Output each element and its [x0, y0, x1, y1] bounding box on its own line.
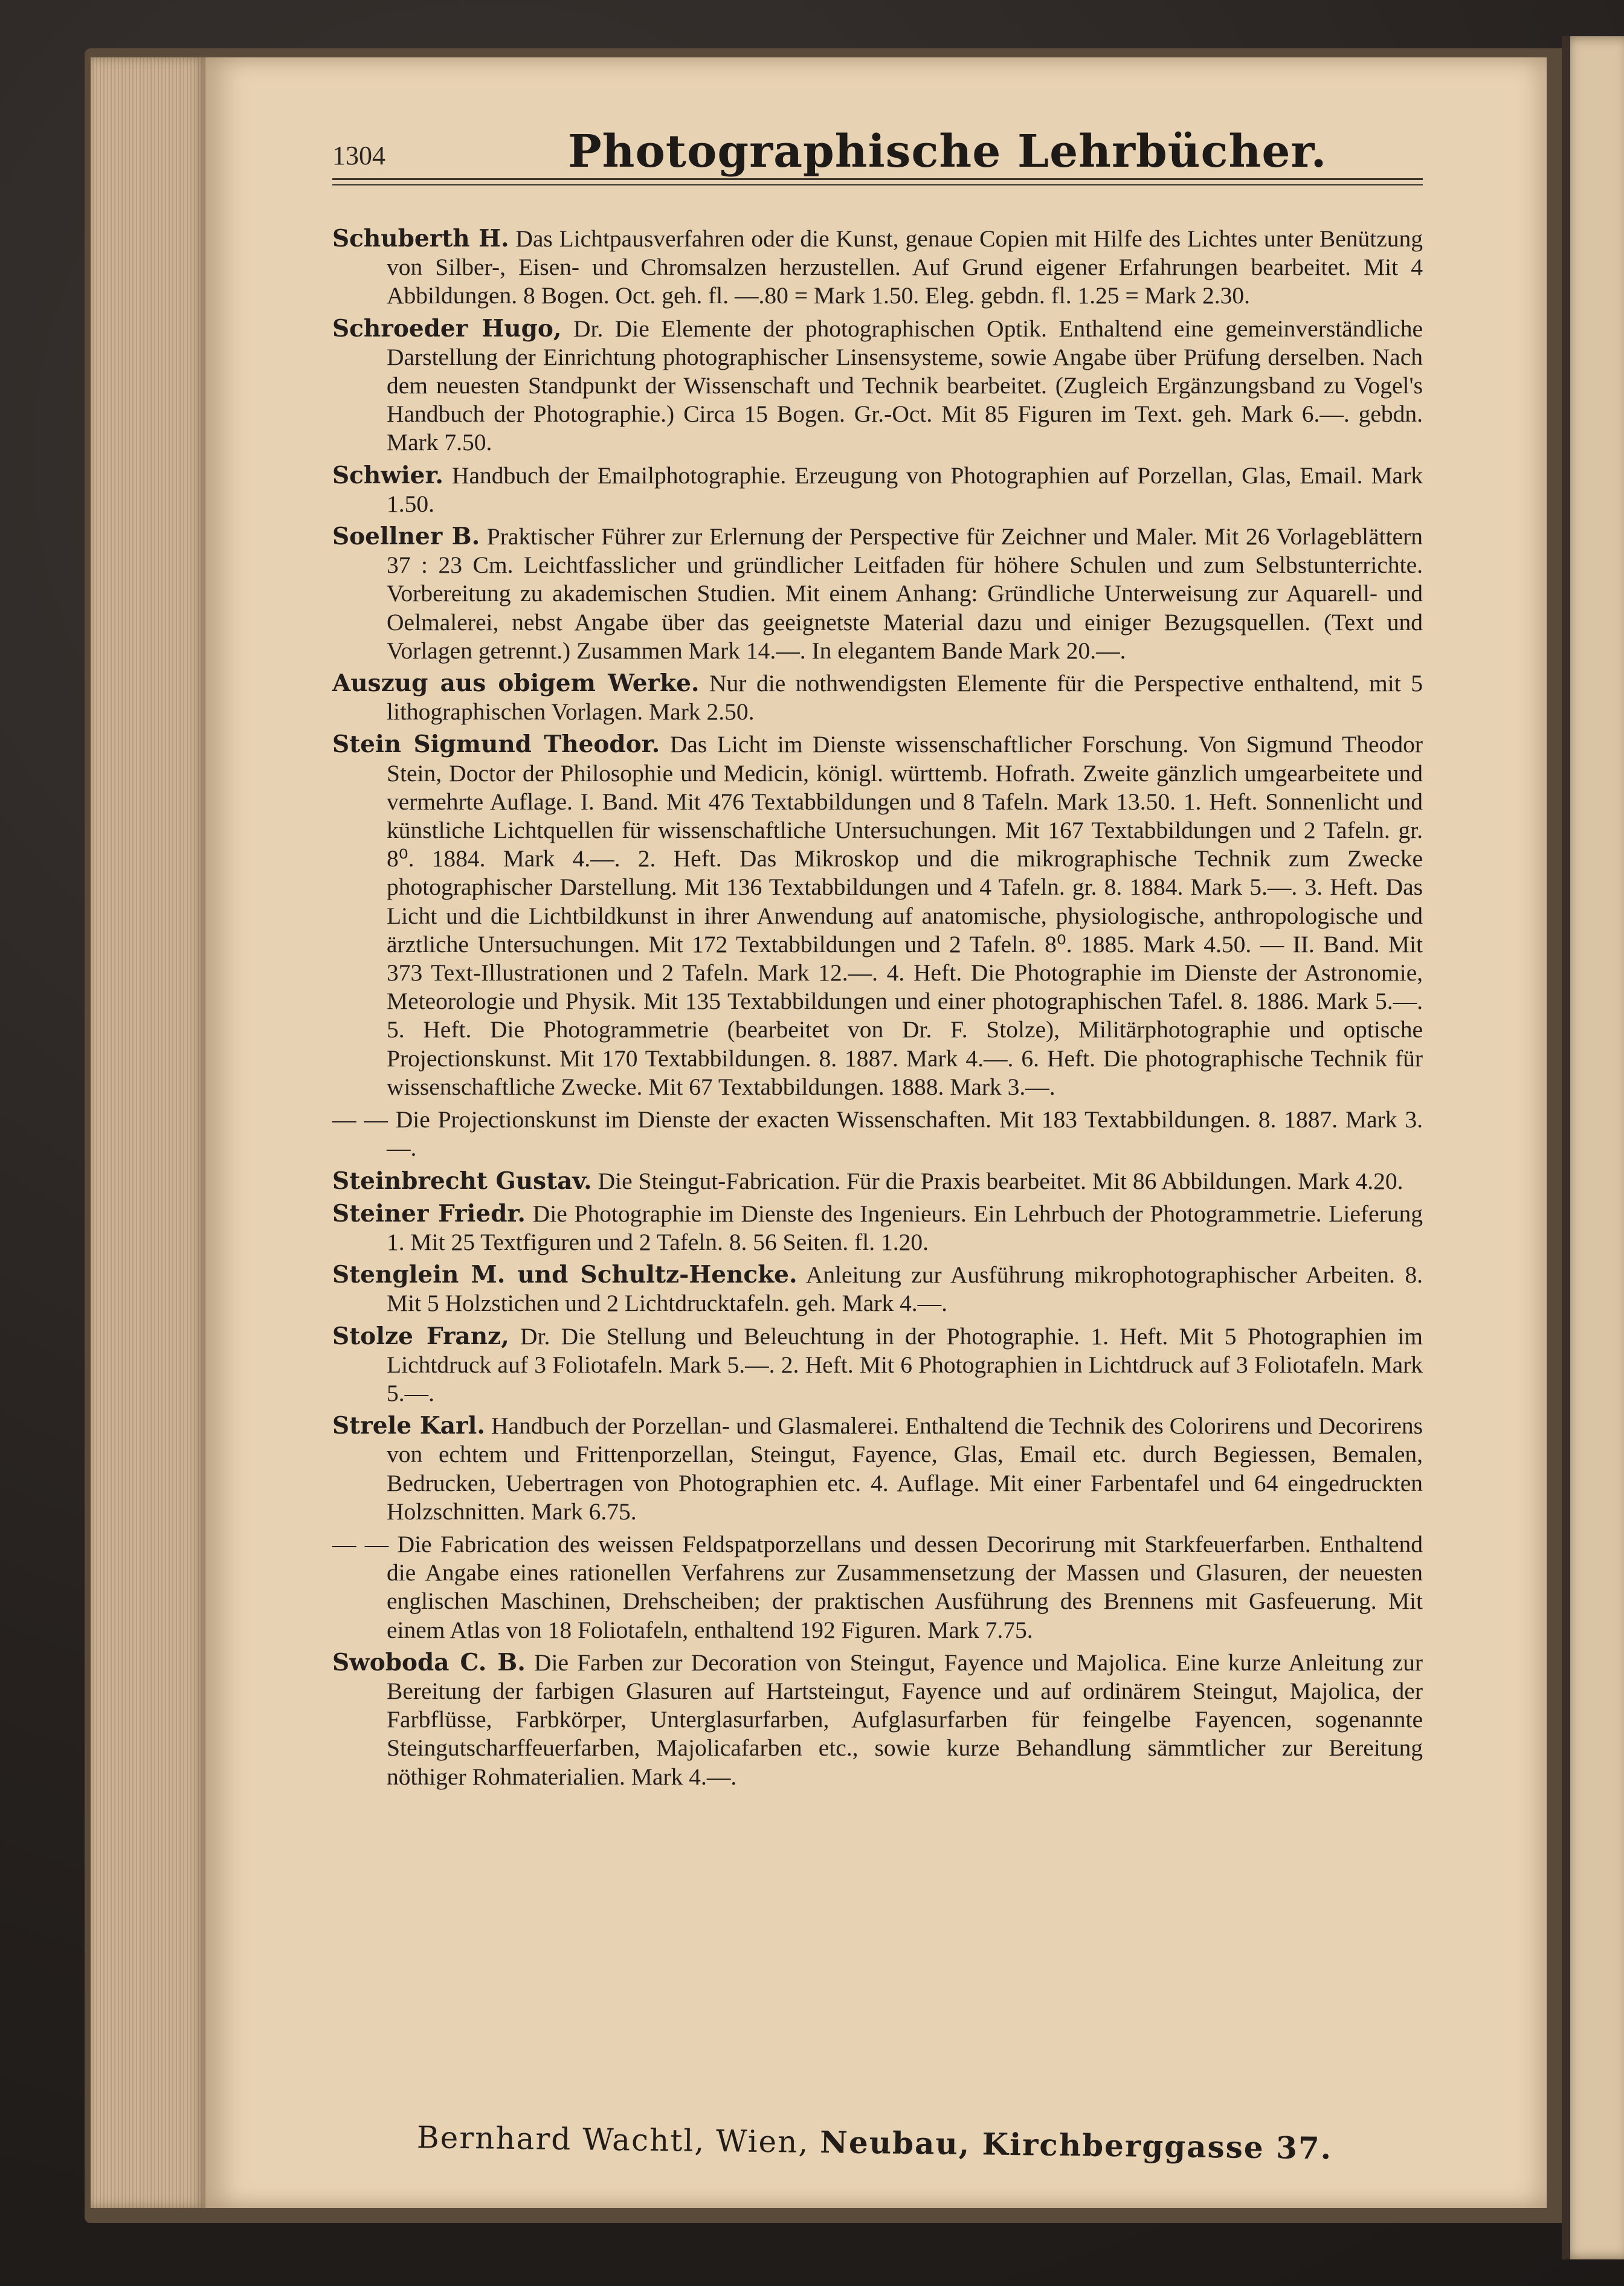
entry-author: Stenglein M. und Schultz-Hencke. — [332, 1261, 798, 1289]
publisher-address: Neubau, Kirchberggasse 37. — [819, 2124, 1333, 2166]
catalog-entry — [332, 523, 1423, 665]
catalog-entry — [332, 225, 1423, 311]
entry-text: Das Lichtpausverfahren oder die Kunst, genaue Copien mit Hilfe des Lichtes unter Benützung von Silber-, Eisen- und Chromsalzen herzustellen. Auf Grund eigener Erfahrungen bearbeitet. Mit 4 Abbildungen. 8 Bogen. Oct. geh. fl. —.80 = Mark 1.50. Eleg. gebdn. fl. 1.25 = Mark 2.30. — [387, 225, 1423, 309]
page-title: Photographische Lehrbücher. — [568, 126, 1327, 178]
page-number: 1304 — [332, 141, 385, 170]
entry-author: Schroeder Hugo, — [332, 314, 562, 343]
entry-author: Soellner B. — [332, 523, 480, 551]
catalog-entries — [332, 225, 1423, 1795]
gutter — [1562, 36, 1570, 2259]
entry-author: Schuberth H. — [332, 225, 509, 253]
entry-text: Die Farben zur Decoration von Steingut, Fayence und Majolica. Eine kurze Anleitung zur Bereitung der farbigen Glasuren auf Hartsteingut, Fayence und auf ordinärem Steingut, Majolica, der Farbflüsse, Farbkörper, Unterglasurfarben, Aufglasurfarben für feingelbe Fayencen, sogenannte Steingutscharffeuerfarben, Majolicafarben etc., sowie kurze Behandlung sämmtlicher zur Bereitung nöthiger Rohmaterialien. Mark 4.—. — [387, 1649, 1423, 1790]
entry-text: Handbuch der Emailphotographie. Erzeugung von Photographien auf Porzellan, Glas, Email. Mark 1.50. — [387, 462, 1423, 517]
entry-text: Die Steingut-Fabrication. Für die Praxis bearbeitet. Mit 86 Abbildungen. Mark 4.20. — [591, 1167, 1403, 1194]
catalog-entry — [332, 315, 1423, 457]
catalog-entry — [332, 462, 1423, 518]
title-rule-top — [332, 178, 1423, 180]
entry-text: Handbuch der Porzellan- und Glasmalerei. Enthaltend die Technik des Colorirens und Decorirens von echtem und Frittenporzellan, Steingut, Fayence, Glas, Email etc. durch Begiessen, Bemalen, Bedrucken, Uebertragen von Photographien etc. 4. Auflage. Mit einer Farbentafel und 64 eingedruckten Holzschnitten. Mark 6.75. — [387, 1412, 1423, 1525]
catalog-entry — [332, 1412, 1423, 1526]
entry-text: Anleitung zur Ausführung mikrophotographischer Arbeiten. 8. Mit 5 Holzstichen und 2 Lichtdrucktafeln. geh. Mark 4.—. — [387, 1261, 1423, 1317]
catalog-entry — [332, 1200, 1423, 1257]
entry-text: Das Licht im Dienste wissenschaftlicher Forschung. Von Sigmund Theodor Stein, Doctor der Philosophie und Medicin, königl. württemb. Hofrath. Zweite gänzlich umgearbeitete und vermehrte Auflage. I. Band. Mit 476 Textabbildungen und 8 Tafeln. Mark 13.50. 1. Heft. Sonnenlicht und künstliche Lichtquellen für wissenschaftliche Untersuchungen. Mit 167 Textabbildungen und 2 Tafeln. gr. 8⁰. 1884. Mark 4.—. 2. Heft. Das Mikroskop und die mikrographische Technik zum Zwecke photographischer Darstellung. Mit 136 Textabbildungen und 4 Tafeln. gr. 8. 1884. Mark 5.—. 3. Heft. Das Licht und die Lichtbildkunst in ihrer Anwendung auf anatomische, physiologische, anthropologische und ärztliche Untersuchungen. Mit 172 Textabbildungen und 2 Tafeln. 8⁰. 1885. Mark 4.50. — II. Band. Mit 373 Text-Illustrationen und 2 Tafeln. Mark 12.—. 4. Heft. Die Photographie im Dienste der Astronomie, Meteorologie und Physik. Mit 135 Textabbildungen und einer photographischen Tafel. 8. 1886. Mark 5.—. 5. Heft. Die Photogrammetrie (bearbeitet von Dr. F. Stolze), Militärphotographie und optische Projectionskunst. Mit 170 Textabbildungen. 8. 1887. Mark 4.—. 6. Heft. Die photographische Technik für wissenschaftliche Zwecke. Mit 67 Textabbildungen. 1888. Mark 3.—. — [387, 731, 1423, 1100]
facing-page — [1562, 36, 1624, 2259]
catalog-entry — [332, 1261, 1423, 1318]
entry-author: Strele Karl. — [332, 1412, 485, 1440]
entry-text: Dr. Die Elemente der photographischen Optik. Enthaltend eine gemeinverständliche Darstellung der Einrichtung photographischer Linsensysteme, sowie Angabe über Prüfung derselben. Nach dem neuesten Standpunkt der Wissenschaft und Technik bearbeitet. (Zugleich Ergänzungsband zu Vogel's Handbuch der Photographie.) Circa 15 Bogen. Gr.-Oct. Mit 85 Figuren im Text. geh. Mark 6.—. gebdn. Mark 7.50. — [387, 315, 1423, 456]
publisher-name: Bernhard Wachtl, Wien, — [416, 2120, 810, 2160]
page-edges — [91, 57, 205, 2208]
entry-text: Nur die nothwendigsten Elemente für die Perspective enthaltend, mit 5 lithographischen Vorlagen. Mark 2.50. — [387, 670, 1423, 726]
entry-author: Auszug aus obigem Werke. — [332, 669, 700, 698]
entry-author: Steinbrecht Gustav. — [332, 1167, 592, 1195]
catalog-entry — [332, 1649, 1423, 1791]
catalog-entry — [332, 730, 1423, 1101]
catalog-entry — [332, 1530, 1423, 1644]
entry-text: — — Die Projectionskunst im Dienste der exacten Wissenschaften. Mit 183 Textabbildungen. 8. 1887. Mark 3.—. — [332, 1106, 1423, 1162]
title-rule-bottom — [332, 184, 1423, 185]
catalog-entry — [332, 669, 1423, 726]
entry-text: Dr. Die Stellung und Beleuchtung in der Photographie. 1. Heft. Mit 5 Photographien im Lichtdruck auf 3 Foliotafeln. Mark 5.—. 2. Heft. Mit 6 Photographien in Lichtdruck auf 3 Foliotafeln. Mark 5.—. — [387, 1322, 1423, 1406]
entry-text: Praktischer Führer zur Erlernung der Perspective für Zeichner und Maler. Mit 26 Vorlageblättern 37 : 23 Cm. Leichtfasslicher und gründlicher Leitfaden für höhere Schulen und zum Selbstunterrichte. Vorbereitung zu akademischen Studien. Mit einem Anhang: Gründliche Unterweisung zur Aquarell- und Oelmalerei, nebst Angabe über das geeignetste Material dazu und einiger Bezugsquellen. (Text und Vorlagen getrennt.) Zusammen Mark 14.—. In elegantem Bande Mark 20.—. — [387, 523, 1423, 664]
catalog-entry — [332, 1322, 1423, 1408]
entry-text: — — Die Fabrication des weissen Feldspatporzellans und dessen Decorirung mit Starkfeuerfarben. Enthaltend die Angabe eines rationellen Verfahrens zur Zusammensetzung der Massen und Glasuren, der neuesten englischen Maschinen, Drehscheiben; der praktischen Ausführung des Brennens mit Gasfeuerung. Mit einem Atlas von 18 Foliotafeln, enthaltend 192 Figuren. Mark 7.75. — [332, 1530, 1423, 1643]
entry-text: Die Photographie im Dienste des Ingenieurs. Ein Lehrbuch der Photogrammetrie. Lieferung 1. Mit 25 Textfiguren und 2 Tafeln. 8. 56 Seiten. fl. 1.20. — [387, 1200, 1423, 1255]
catalog-entry — [332, 1167, 1423, 1196]
entry-author: Steiner Friedr. — [332, 1199, 526, 1228]
catalog-entry — [332, 1106, 1423, 1162]
entry-author: Schwier. — [332, 461, 444, 489]
entry-author: Stolze Franz, — [332, 1322, 509, 1350]
entry-author: Stein Sigmund Theodor. — [332, 730, 660, 759]
entry-author: Swoboda C. B. — [332, 1648, 526, 1676]
